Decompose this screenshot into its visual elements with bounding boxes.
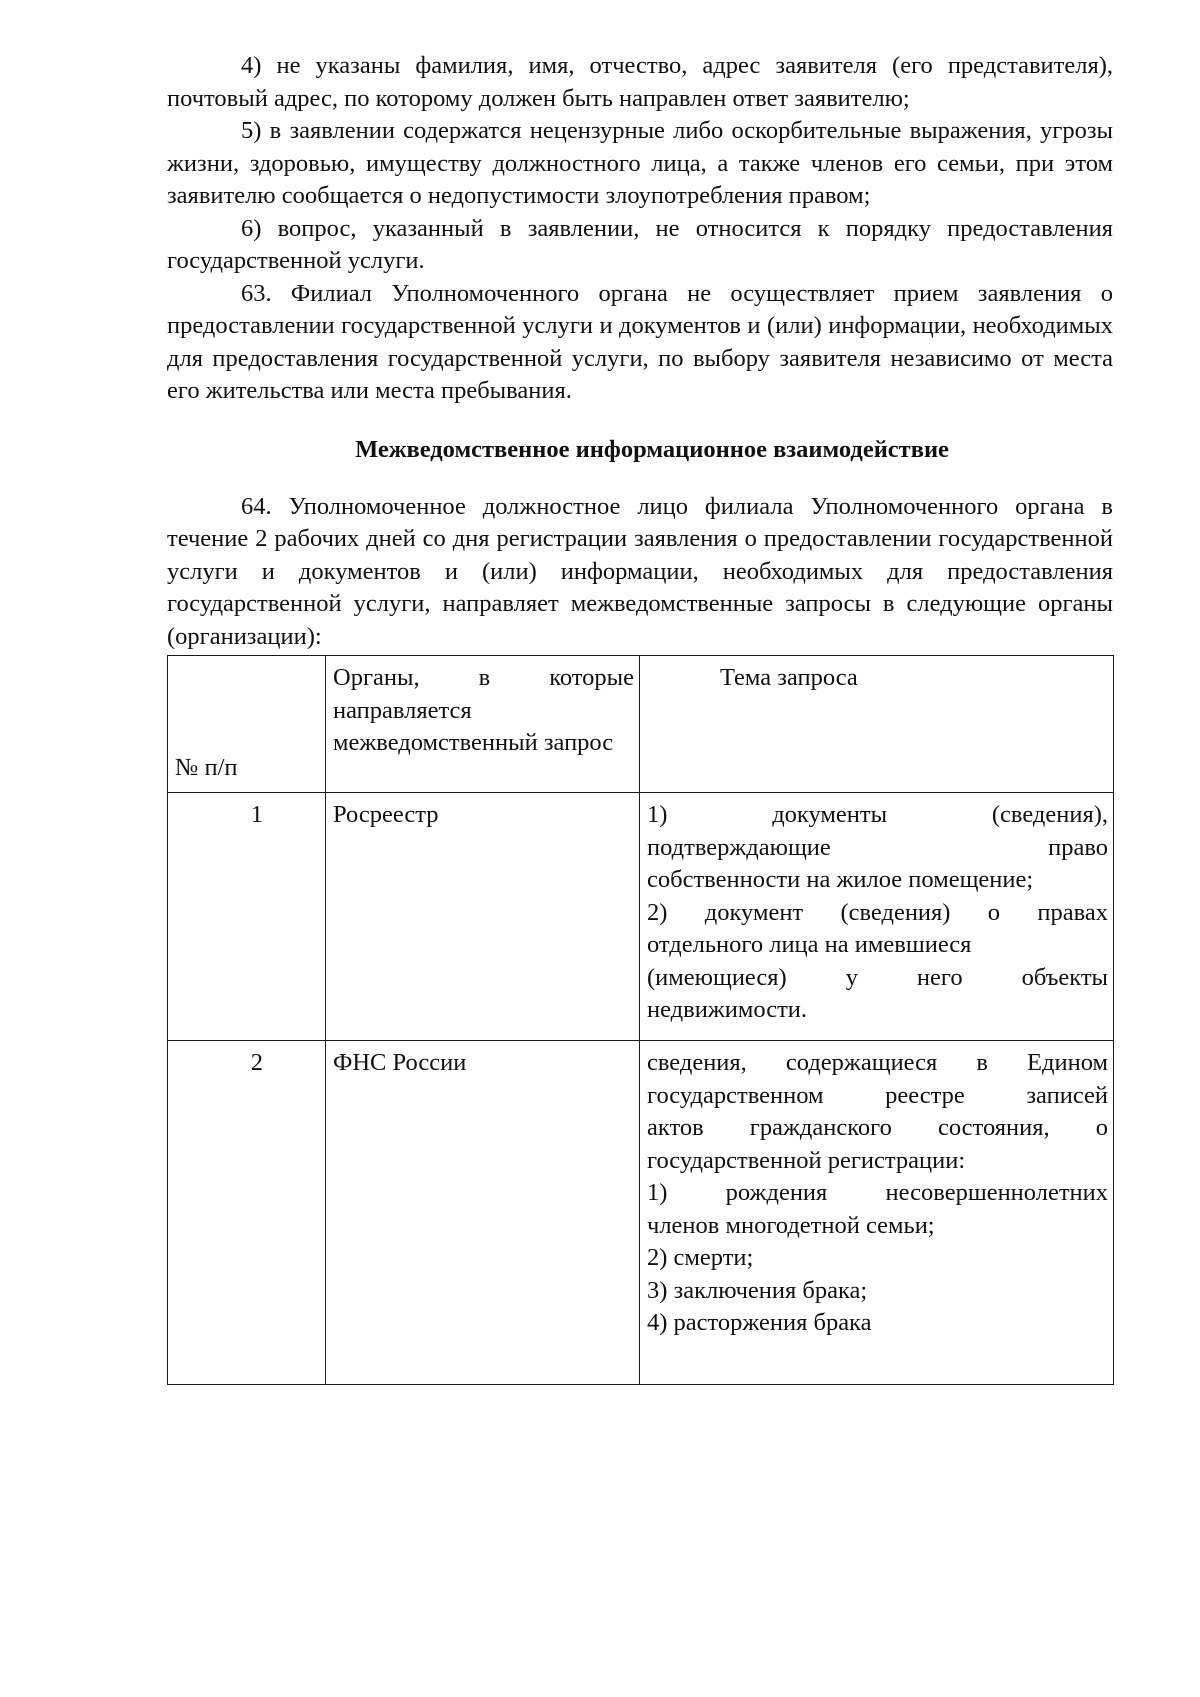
row-1-topic-line: 1) документы (сведения),	[647, 801, 1108, 828]
row-1-topic	[640, 793, 1114, 1041]
requests-table	[167, 655, 1114, 1385]
paragraph-item-6: 6) вопрос, указанный в заявлении, не относится к порядку предоставления государственной услуги.	[167, 214, 1113, 274]
header-topic: Тема запроса	[640, 656, 1114, 793]
row-2-topic-line: членов многодетной семьи;	[647, 1211, 935, 1239]
row-2-topic-line: актов гражданского состояния, о	[647, 1114, 1108, 1141]
header-organs: Органы, в которые направляется межведомственный запрос	[326, 656, 640, 793]
row-2-organ: ФНС России	[326, 1041, 640, 1385]
row-1-topic-line: (имеющиеся) у него объекты	[647, 963, 1108, 991]
table-row	[168, 793, 1114, 1041]
row-1-topic-line: собственности на жилое помещение;	[647, 866, 1034, 893]
row-2-number: 2	[168, 1041, 326, 1385]
table-row	[168, 1041, 1114, 1385]
row-2-topic-line: государственной регистрации:	[647, 1146, 966, 1174]
row-2-topic-line: 4) расторжения брака	[647, 1309, 872, 1336]
header-number: № п/п	[168, 656, 326, 793]
row-2-topic-line: сведения, содержащиеся в Едином	[647, 1049, 1108, 1076]
section-heading: Межведомственное информационное взаимодействие	[355, 435, 949, 463]
row-2-topic-line: 2) смерти;	[647, 1244, 754, 1271]
row-1-number: 1	[168, 793, 326, 1041]
row-1-organ: Росреестр	[326, 793, 640, 1041]
row-2-topic-line: 3) заключения брака;	[647, 1276, 868, 1304]
row-2-topic-line: 1) рождения несовершеннолетних	[647, 1179, 1108, 1206]
row-1-topic-line: недвижимости.	[647, 996, 808, 1023]
row-2-topic-line: государственном реестре записей	[647, 1081, 1108, 1109]
table-header-row	[168, 656, 1114, 793]
row-1-topic-line: 2) документ (сведения) о правах	[647, 898, 1108, 926]
row-1-topic-line: отдельного лица на имевшиеся	[647, 931, 972, 958]
document-body	[167, 50, 1113, 1385]
paragraph-item-64: 64. Уполномоченное должностное лицо филиала Уполномоченного органа в течение 2 рабочих дней со дня регистрации заявления о предоставлении государственной услуги и документов и (или) информации, необходимых для предоставления государственной услуги, направляет межведомственные запросы в следующие органы (организации):	[167, 492, 1113, 650]
paragraph-item-4: 4) не указаны фамилия, имя, отчество, адрес заявителя (его представителя), почтовый адрес, по которому должен быть направлен ответ заявителю;	[167, 52, 1113, 112]
row-1-topic-line: подтверждающие право	[647, 833, 1108, 861]
paragraph-item-63: 63. Филиал Уполномоченного органа не осуществляет прием заявления о предоставлении государственной услуги и документов и (или) информации, необходимых для предоставления государственной услуги, по выбору заявителя независимо от места его жительства или места пребывания.	[167, 279, 1113, 404]
paragraph-item-5: 5) в заявлении содержатся нецензурные либо оскорбительные выражения, угрозы жизни, здоровью, имуществу должностного лица, а также членов его семьи, при этом заявителю сообщается о недопустимости злоупотребления правом;	[167, 117, 1113, 209]
row-2-topic	[640, 1041, 1114, 1385]
